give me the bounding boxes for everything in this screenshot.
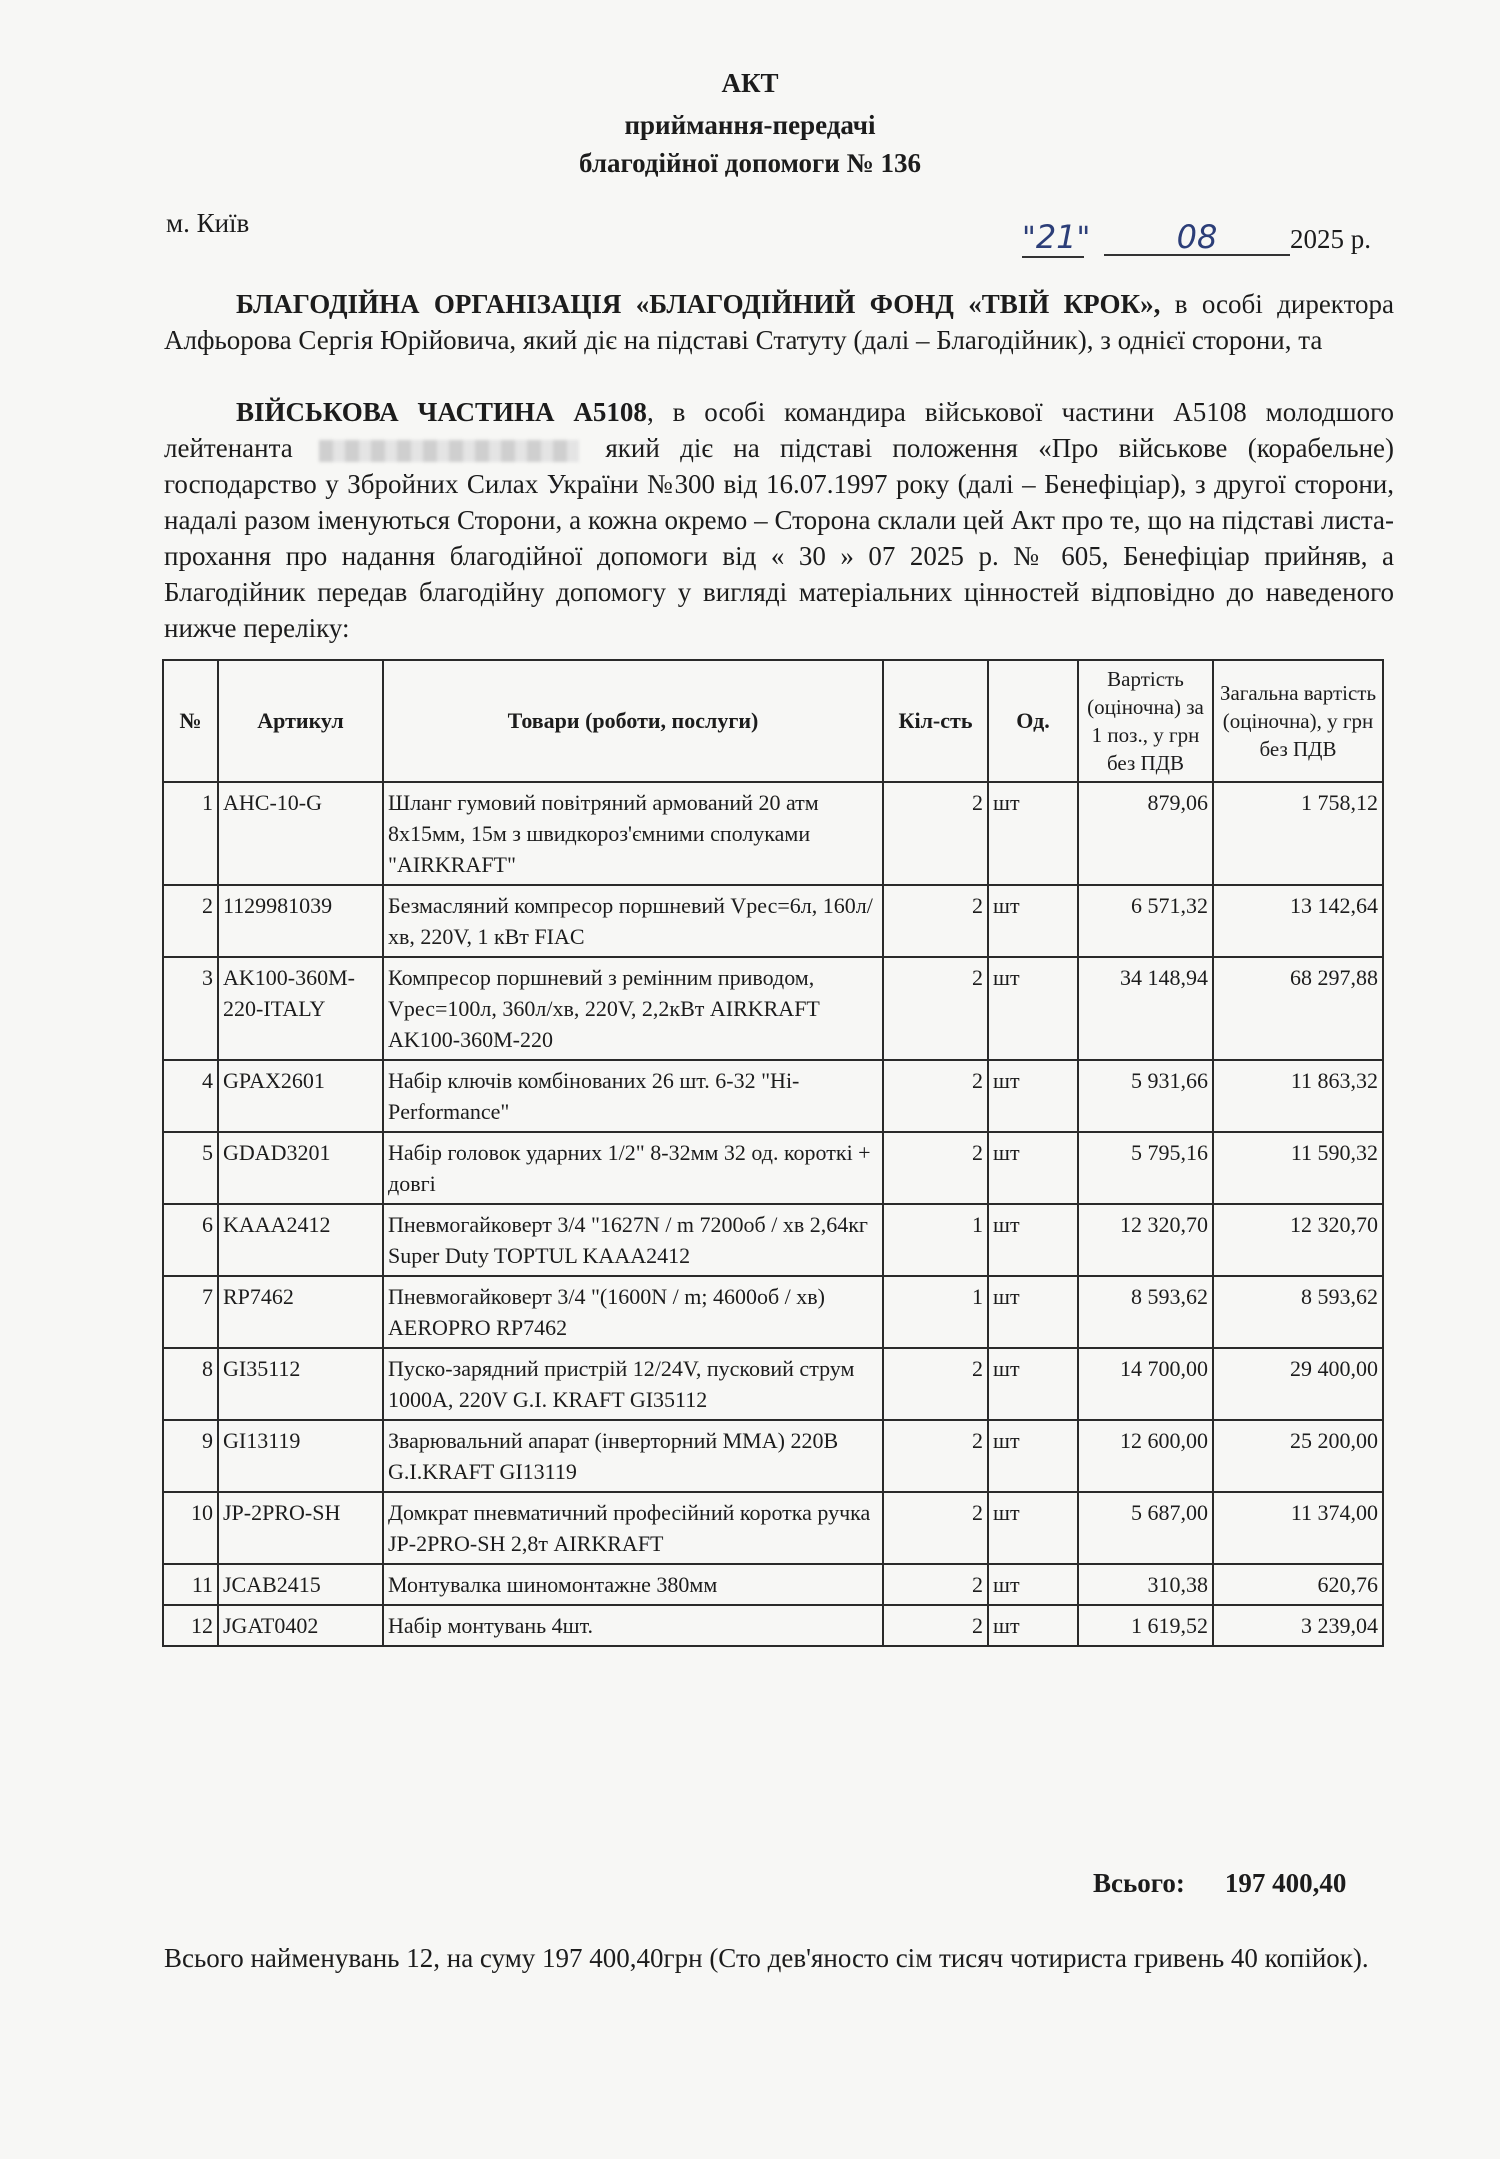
- col-header-sku: Артикул: [218, 660, 383, 782]
- col-header-no: №: [163, 660, 218, 782]
- row-name: Монтувалка шиномонтажне 380мм: [383, 1564, 883, 1605]
- row-total: 1 758,12: [1213, 782, 1383, 885]
- row-total: 11 590,32: [1213, 1132, 1383, 1204]
- row-sku: AHC-10-G: [218, 782, 383, 885]
- row-price: 310,38: [1078, 1564, 1213, 1605]
- row-price: 879,06: [1078, 782, 1213, 885]
- benefactor-paragraph: [164, 286, 1394, 358]
- row-sku: JP-2PRO-SH: [218, 1492, 383, 1564]
- col-header-qty: Кіл-сть: [883, 660, 988, 782]
- row-name: Пневмогайковерт 3/4 "1627N / m 7200об / хв 2,64кг Super Duty TOPTUL KAAA2412: [383, 1204, 883, 1276]
- row-no: 7: [163, 1276, 218, 1348]
- row-qty: 2: [883, 1605, 988, 1646]
- row-unit: шт: [988, 1348, 1078, 1420]
- row-total: 620,76: [1213, 1564, 1383, 1605]
- grand-total-label: Всього:: [1093, 1868, 1185, 1898]
- table-row: [163, 1060, 1383, 1132]
- row-name: Домкрат пневматичний професійний коротка ручка JP-2PRO-SH 2,8т AIRKRAFT: [383, 1492, 883, 1564]
- row-unit: шт: [988, 1420, 1078, 1492]
- row-total: 68 297,88: [1213, 957, 1383, 1060]
- row-qty: 2: [883, 1348, 988, 1420]
- col-header-price: Вартість (оціночна) за 1 поз., у грн без ПДВ: [1078, 660, 1213, 782]
- row-price: 5 795,16: [1078, 1132, 1213, 1204]
- row-no: 8: [163, 1348, 218, 1420]
- grand-total: [1093, 1868, 1346, 1899]
- row-sku: AK100-360M-220-ITALY: [218, 957, 383, 1060]
- row-unit: шт: [988, 1060, 1078, 1132]
- row-total: 25 200,00: [1213, 1420, 1383, 1492]
- row-price: 12 600,00: [1078, 1420, 1213, 1492]
- row-price: 6 571,32: [1078, 885, 1213, 957]
- benefactor-text: в особі директора Алфьорова Сергія Юрійовича, який діє на підставі Статуту (далі – Благодійник), з однієї сторони, та: [164, 289, 1394, 355]
- document-date: [1022, 220, 1371, 258]
- row-qty: 1: [883, 1276, 988, 1348]
- row-no: 5: [163, 1132, 218, 1204]
- row-unit: шт: [988, 957, 1078, 1060]
- row-total: 29 400,00: [1213, 1348, 1383, 1420]
- row-qty: 2: [883, 1060, 988, 1132]
- row-name: Пневмогайковерт 3/4 "(1600N / m; 4600об / хв) AEROPRO RP7462: [383, 1276, 883, 1348]
- date-month: 08: [1104, 220, 1290, 256]
- row-price: 14 700,00: [1078, 1348, 1213, 1420]
- row-qty: 2: [883, 1564, 988, 1605]
- row-unit: шт: [988, 1204, 1078, 1276]
- table-header-row: [163, 660, 1383, 782]
- row-sku: GPAX2601: [218, 1060, 383, 1132]
- beneficiary-text-2: який діє на підставі положення «Про військове (корабельне) господарство у Збройних Силах України №300 від 16.07.1997 року (далі – Бенефіціар), з другої сторони, надалі разом іменуються Сторони, а кожна окремо – Сторона склали цей Акт про те, що на підставі листа-прохання про надання благодійної допомоги від « 30 » 07 2025 р. № 605, Бенефіціар прийняв, а Благодійник передав благодійну допомогу у вигляді матеріальних цінностей відповідно до наведеного нижче переліку:: [164, 433, 1395, 643]
- summary-text: Всього найменувань 12, на суму 197 400,40грн (Сто дев'яносто сім тисяч чотириста гривень 40 копійок).: [164, 1943, 1369, 1973]
- row-price: 5 931,66: [1078, 1060, 1213, 1132]
- row-sku: RP7462: [218, 1276, 383, 1348]
- table-row: [163, 1276, 1383, 1348]
- table-row: [163, 1132, 1383, 1204]
- act-number: благодійної допомоги № 136: [579, 148, 921, 178]
- row-no: 10: [163, 1492, 218, 1564]
- row-no: 12: [163, 1605, 218, 1646]
- row-qty: 2: [883, 885, 988, 957]
- table-row: [163, 1564, 1383, 1605]
- row-unit: шт: [988, 1492, 1078, 1564]
- row-unit: шт: [988, 1276, 1078, 1348]
- table-row: [163, 1605, 1383, 1646]
- table-row: [163, 1492, 1383, 1564]
- place: м. Київ: [166, 208, 250, 238]
- date-day: "21": [1022, 218, 1091, 256]
- row-total: 8 593,62: [1213, 1276, 1383, 1348]
- benefactor-name: БЛАГОДІЙНА ОРГАНІЗАЦІЯ «БЛАГОДІЙНИЙ ФОНД «ТВІЙ КРОК»,: [236, 289, 1161, 319]
- row-total: 11 863,32: [1213, 1060, 1383, 1132]
- row-sku: GI35112: [218, 1348, 383, 1420]
- row-no: 6: [163, 1204, 218, 1276]
- row-unit: шт: [988, 1132, 1078, 1204]
- row-name: Зварювальний апарат (інверторний ММА) 220В G.I.KRAFT GI13119: [383, 1420, 883, 1492]
- row-qty: 2: [883, 782, 988, 885]
- row-price: 5 687,00: [1078, 1492, 1213, 1564]
- beneficiary-text-1: , в особі командира військової частини А5108 молодшого лейтенанта: [164, 397, 1394, 463]
- row-no: 9: [163, 1420, 218, 1492]
- row-no: 4: [163, 1060, 218, 1132]
- row-price: 34 148,94: [1078, 957, 1213, 1060]
- table-row: [163, 782, 1383, 885]
- row-total: 11 374,00: [1213, 1492, 1383, 1564]
- row-sku: GI13119: [218, 1420, 383, 1492]
- table-row: [163, 885, 1383, 957]
- row-total: 3 239,04: [1213, 1605, 1383, 1646]
- row-name: Пуско-зарядний пристрій 12/24V, пусковий струм 1000А, 220V G.I. KRAFT GI35112: [383, 1348, 883, 1420]
- row-no: 3: [163, 957, 218, 1060]
- row-sku: JGAT0402: [218, 1605, 383, 1646]
- row-no: 11: [163, 1564, 218, 1605]
- act-subtitle: приймання-передачі: [624, 110, 876, 140]
- row-unit: шт: [988, 1564, 1078, 1605]
- redacted-name: [319, 440, 579, 462]
- row-name: Набір головок ударних 1/2" 8-32мм 32 од. короткі + довгі: [383, 1132, 883, 1204]
- table-row: [163, 1348, 1383, 1420]
- row-qty: 2: [883, 1420, 988, 1492]
- beneficiary-paragraph: [164, 394, 1394, 646]
- row-sku: 1129981039: [218, 885, 383, 957]
- row-qty: 2: [883, 957, 988, 1060]
- date-year: 2025 р.: [1290, 224, 1371, 254]
- row-name: Компресор поршневий з ремінним приводом, Vрес=100л, 360л/хв, 220V, 2,2кВт AIRKRAFT AK100-360M-220: [383, 957, 883, 1060]
- row-price: 8 593,62: [1078, 1276, 1213, 1348]
- row-unit: шт: [988, 885, 1078, 957]
- row-no: 1: [163, 782, 218, 885]
- col-header-total: Загальна вартість (оціночна), у грн без ПДВ: [1213, 660, 1383, 782]
- row-qty: 1: [883, 1204, 988, 1276]
- items-table: [162, 659, 1384, 1647]
- row-qty: 2: [883, 1492, 988, 1564]
- col-header-unit: Од.: [988, 660, 1078, 782]
- row-qty: 2: [883, 1132, 988, 1204]
- row-name: Набір ключів комбінованих 26 шт. 6-32 "Hi-Performance": [383, 1060, 883, 1132]
- row-total: 13 142,64: [1213, 885, 1383, 957]
- row-unit: шт: [988, 1605, 1078, 1646]
- row-price: 1 619,52: [1078, 1605, 1213, 1646]
- row-sku: JCAB2415: [218, 1564, 383, 1605]
- table-row: [163, 1420, 1383, 1492]
- col-header-goods: Товари (роботи, послуги): [383, 660, 883, 782]
- row-no: 2: [163, 885, 218, 957]
- row-sku: GDAD3201: [218, 1132, 383, 1204]
- row-price: 12 320,70: [1078, 1204, 1213, 1276]
- table-row: [163, 1204, 1383, 1276]
- row-name: Безмасляний компресор поршневий Vрес=6л, 160л/хв, 220V, 1 кВт FIAC: [383, 885, 883, 957]
- row-name: Набір монтувань 4шт.: [383, 1605, 883, 1646]
- beneficiary-name: ВІЙСЬКОВА ЧАСТИНА А5108: [236, 397, 647, 427]
- row-sku: KAAA2412: [218, 1204, 383, 1276]
- table-row: [163, 957, 1383, 1060]
- grand-total-value: 197 400,40: [1224, 1868, 1347, 1898]
- row-total: 12 320,70: [1213, 1204, 1383, 1276]
- act-title: АКТ: [721, 68, 779, 98]
- row-unit: шт: [988, 782, 1078, 885]
- row-name: Шланг гумовий повітряний армований 20 атм 8x15мм, 15м з швидкороз'ємними сполуками "AIRKRAFT": [383, 782, 883, 885]
